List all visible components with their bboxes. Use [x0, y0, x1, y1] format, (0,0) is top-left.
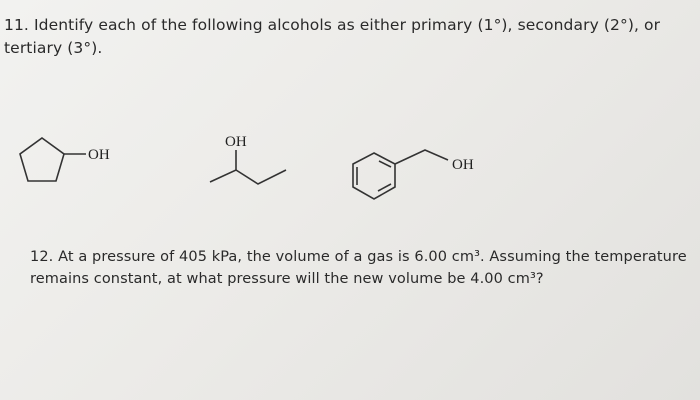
ethyl-chain: [395, 150, 448, 164]
cyclopentane-ring: [20, 138, 64, 181]
question-11-line-2: tertiary (3°).: [4, 39, 103, 57]
structure-phenyl-alcohol: [353, 150, 448, 199]
structure-cyclopentanol: [20, 138, 86, 181]
benzene-double-bond-1: [379, 161, 391, 167]
carbon-chain: [210, 170, 286, 184]
structure-secondary-alcohol: [210, 150, 286, 184]
question-12-line-1: 12. At a pressure of 405 kPa, the volume of a gas is 6.00 cm³. Assuming the temperature: [30, 249, 687, 265]
benzene-ring: [353, 153, 395, 199]
structure-3-oh-label: OH: [452, 157, 474, 173]
structure-1-oh-label: OH: [88, 147, 110, 163]
question-12: [30, 246, 695, 290]
question-12-line-2: remains constant, at what pressure will the new volume be 4.00 cm³?: [30, 271, 544, 287]
structure-2-oh-label: OH: [225, 134, 247, 150]
question-11-line-1: 11. Identify each of the following alcohols as either primary (1°), secondary (2°), or: [4, 16, 661, 34]
